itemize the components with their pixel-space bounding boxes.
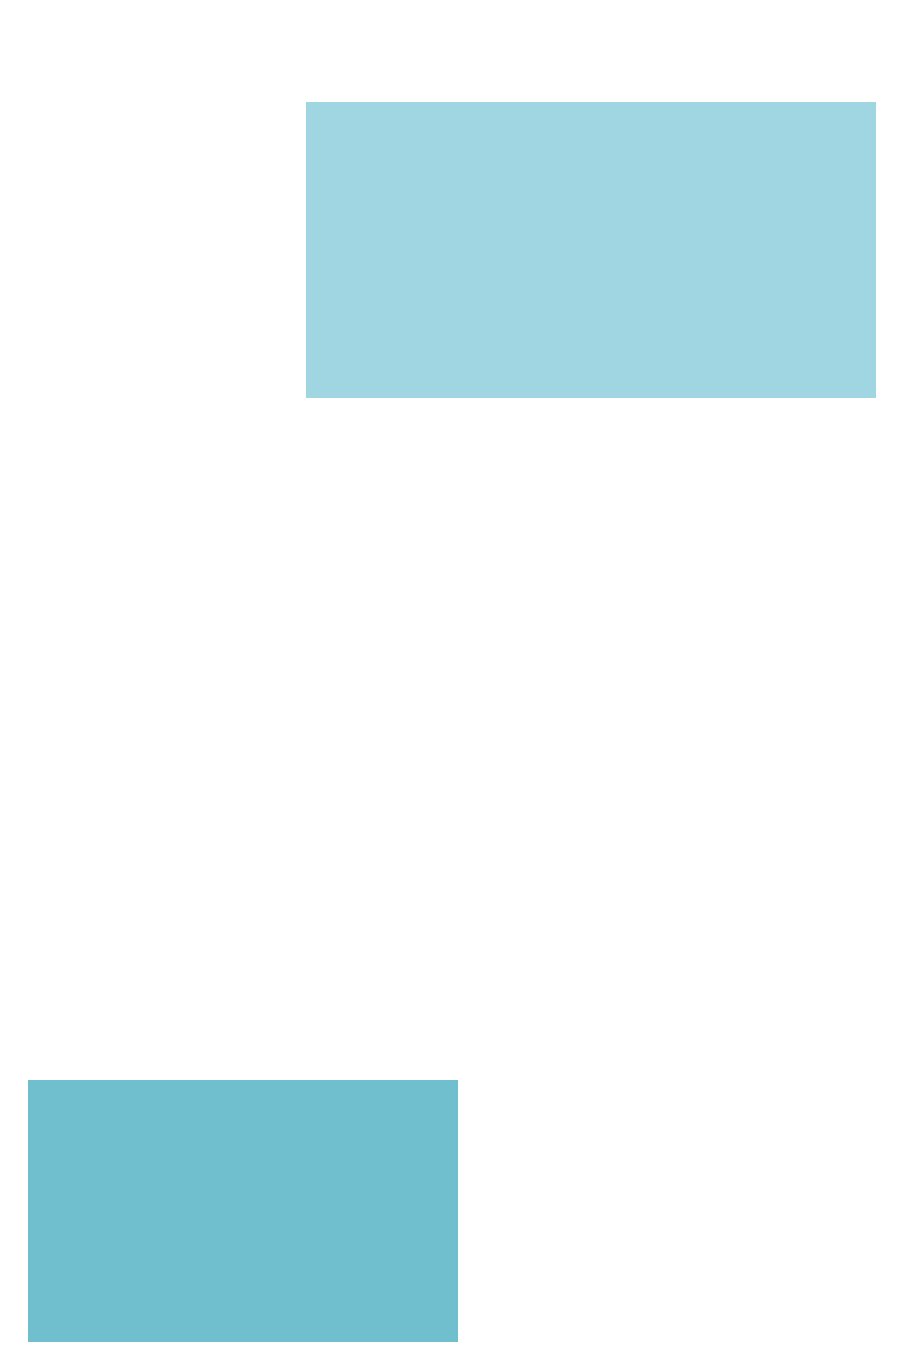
article-column <box>28 96 298 1026</box>
photo-stadium <box>306 102 876 398</box>
photo-team <box>28 1080 458 1342</box>
